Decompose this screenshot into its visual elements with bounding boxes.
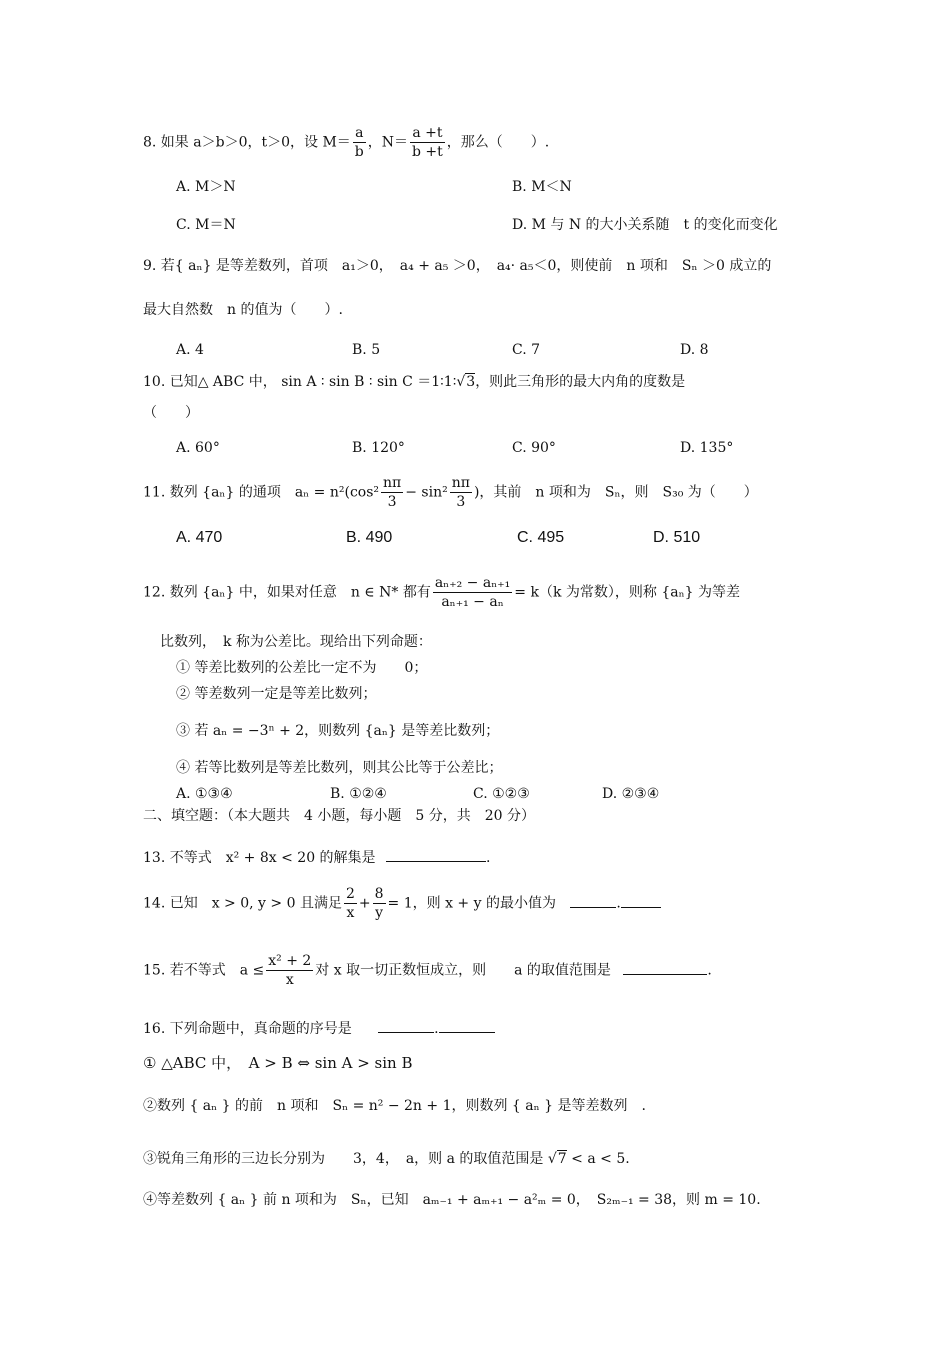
- q9-option-b: B. 5: [352, 342, 381, 358]
- q15-stem: 15. 若不等式 a ≤ $\frac{\text{x² + 2}}{x}$ 对 x 取一切正数恒成立，则 a 的取值范围是 .: [143, 953, 712, 988]
- q12-item-1: ① 等差比数列的公差比一定不为 0；: [176, 660, 428, 676]
- q16-item-1: ① △ABC 中， A > B ⇔ sin A > sin B: [143, 1054, 413, 1072]
- q16-blank-tail: [439, 1018, 495, 1033]
- q8-option-d: D. M 与 N 的大小关系随 t 的变化而变化: [512, 217, 778, 233]
- q10-option-a: A. 60°: [176, 440, 220, 456]
- q16-answer-blank[interactable]: [378, 1018, 434, 1033]
- q11-option-b: B. 490: [346, 529, 393, 546]
- q16-item-2: ②数列 { aₙ } 的前 n 项和 Sₙ = n² − 2n + 1，则数列 { aₙ } 是等差数列 .: [143, 1098, 646, 1114]
- q8-stem: 8. 如果 a＞b＞0，t＞0，设 M＝ $\frac{a}{b}$ ，N＝ $\frac{a +t}{b +t}$ ，那么（ ）.: [143, 125, 550, 160]
- q13-answer-blank[interactable]: [386, 847, 486, 862]
- q10-stem-line2: （ ）: [143, 405, 199, 421]
- q10-option-c: C. 90°: [512, 440, 556, 456]
- sqrt-7: 7: [557, 1151, 567, 1167]
- q16-stem: 16. 下列命题中，真命题的序号是 .: [143, 1018, 495, 1038]
- q12-option-b: B. ①②④: [330, 786, 387, 802]
- q12-option-d: D. ②③④: [602, 786, 660, 802]
- q9-stem-line1: 9. 若{ aₙ} 是等差数列，首项 a₁＞0， a₄ + a₅ ＞0， a₄· a₅＜0，则使前 n 项和 Sₙ ＞0 成立的: [143, 258, 772, 274]
- q16-item-4: ④等差数列 { aₙ } 前 n 项和为 Sₙ，已知 aₘ₋₁ + aₘ₊₁ − a²ₘ = 0， S₂ₘ₋₁ = 38，则 m = 10.: [143, 1192, 761, 1208]
- q16-item-3: ③锐角三角形的三边长分别为 3，4， a，则 a 的取值范围是 √7 < a < 5.: [143, 1151, 630, 1167]
- q12-stem-line2: 比数列， k 称为公差比。现给出下列命题：: [160, 634, 432, 650]
- q9-option-d: D. 8: [680, 342, 709, 358]
- q8-option-b: B. M＜N: [512, 179, 572, 195]
- q15-answer-blank[interactable]: [623, 960, 707, 975]
- q14-answer-blank[interactable]: [570, 893, 616, 908]
- q11-stem: 11. 数列 {aₙ} 的通项 aₙ = n²(cos² $\frac{n\pi}{3}$ − sin² $\frac{n\pi}{3}$ )，其前 n 项和为 Sₙ，则 S₃₀ 为（ ）: [143, 475, 758, 510]
- q8-option-c: C. M＝N: [176, 217, 236, 233]
- q9-stem-line2: 最大自然数 n 的值为（ ）.: [143, 302, 343, 318]
- q14-blank-tail: [621, 893, 661, 908]
- sqrt-3: 3: [466, 374, 476, 390]
- q11-option-c: C. 495: [517, 529, 565, 546]
- q13-stem: 13. 不等式 x² + 8x < 20 的解集是 .: [143, 847, 490, 867]
- q11-option-d: D. 510: [653, 529, 701, 546]
- q8-option-a: A. M＞N: [176, 179, 236, 195]
- q12-option-c: C. ①②③: [473, 786, 530, 802]
- q10-option-d: D. 135°: [680, 440, 734, 456]
- q12-stem-line1: 12. 数列 {aₙ} 中，如果对任意 n ∈ N* 都有 $\frac{\text{aₙ₊₂ − aₙ₊₁}}{\text{aₙ₊₁ − aₙ}}$ = k（k 为常数），则称 {aₙ} 为等差: [143, 575, 740, 610]
- q9-option-a: A. 4: [176, 342, 204, 358]
- q12-item-3: ③ 若 aₙ = −3ⁿ + 2，则数列 {aₙ} 是等差比数列；: [176, 723, 500, 739]
- section-heading: 二、填空题：（本大题共 4 小题，每小题 5 分，共 20 分）: [143, 808, 535, 824]
- q11-option-a: A. 470: [176, 529, 223, 546]
- q12-option-a: A. ①③④: [176, 786, 233, 802]
- q10-option-b: B. 120°: [352, 440, 405, 456]
- q10-stem-line1: 10. 已知△ ABC 中， sin A ∶ sin B ∶ sin C ＝1∶1∶√3，则此三角形的最大内角的度数是: [143, 374, 686, 390]
- q12-item-4: ④ 若等比数列是等差比数列，则其公比等于公差比；: [176, 760, 503, 776]
- q12-item-2: ② 等差数列一定是等差比数列；: [176, 686, 377, 702]
- q14-stem: 14. 已知 x > 0, y > 0 且满足 $\frac{2}{x}$ + $\frac{8}{y}$ = 1，则 x + y 的最小值为 .: [143, 885, 661, 922]
- q9-option-c: C. 7: [512, 342, 541, 358]
